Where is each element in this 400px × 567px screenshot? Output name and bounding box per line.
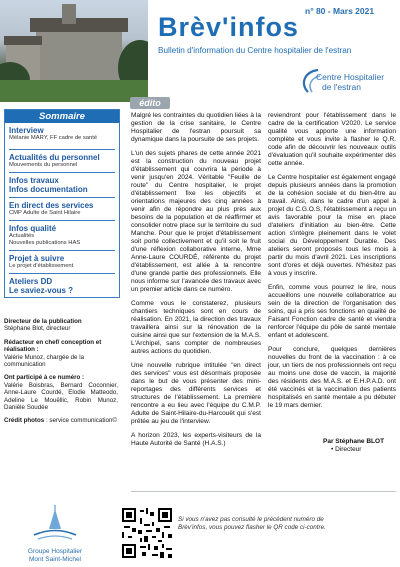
toc-title: Infos travaux [9, 176, 59, 185]
edito-paragraph: Malgré les contraintes du quotidien liées à la gestion de la crise sanitaire, le Centre Hospitalier de l'estran poursuit sa dynamique dans la poursuite de ses projets. [131, 112, 261, 143]
toc-title: Projet à suivre [9, 254, 65, 263]
signature [323, 438, 384, 454]
credits-block [4, 318, 118, 431]
edito-paragraph: A horizon 2023, les experts-visiteurs de la Haute Autorité de Santé (H.A.S.) [131, 432, 261, 447]
group-logo-line1: Groupe Hospitalier [27, 548, 83, 555]
director-label: Directeur de la publication [4, 318, 82, 325]
group-logo-icon [20, 505, 90, 543]
signature-role: • Directeur [331, 446, 362, 453]
toc-title: Infos qualité [9, 224, 57, 233]
toc-item: CMP Adulte de Saint Hilaire [9, 210, 81, 216]
header-hospital-photo [0, 0, 148, 102]
qr-code-icon[interactable] [122, 508, 172, 558]
photo-credit-label: Crédit photos [4, 417, 45, 425]
group-logo-line2: Mont Saint-Michel [28, 556, 82, 563]
hospital-logo-text [316, 72, 384, 92]
newsletter-title: Brèv'infos [158, 12, 299, 42]
edito-paragraph: Le Centre hospitalier est également engagé depuis plusieurs années dans la promotion de la cohésion sociale et du bien-être au travail. Ainsi, dans le cadre d'un appel à projet du C.G.O.S, l'établissement a reçu un avis favorable pour la mise en place d'ateliers d'initiation au bien-être. Cette action s'intègre pleinement dans le volet social du Développement Durable. Des ateliers seront proposés tous les mois à partir du mois d'avril 2021. Les inscriptions sont d'ores et déjà ouvertes. N'hésitez pas à vous y inscrire. [268, 174, 396, 277]
issue-number: n° 80 - Mars 2021 [305, 6, 375, 16]
toc-section[interactable] [9, 224, 117, 247]
editor-label: Rédacteur en chef/ conception et réalisation : [4, 338, 102, 354]
toc-item: Actualités [9, 233, 35, 239]
group-logo [20, 505, 90, 565]
toc-title: Infos documentation [9, 185, 88, 194]
hospital-logo-line1: Centre Hospitalier [316, 72, 385, 82]
toc-title: Le saviez-vous ? [9, 286, 74, 295]
toc-section[interactable] [9, 254, 117, 270]
toc-section[interactable] [9, 176, 117, 194]
sommaire-box [4, 109, 120, 298]
divider [131, 491, 396, 492]
toc-item: Mélanie MARY, FF cadre de santé [9, 135, 98, 141]
signature-author: Par Stéphane BLOT [323, 438, 385, 445]
divider [9, 172, 115, 173]
edito-paragraph: Pour conclure, quelques dernières nouvelles du front de la vaccination : à ce jour, un tiers de nos professionnels ont reçu au moins une dose de vaccin, la majorité des résidents des M.A.S. et E.H.P.A.D. ont été vaccinés et la vaccination des patients hospitalisés en santé mentale a pu débuter le 19 mars dernier. [268, 346, 396, 409]
editor-name: Valérie Munoz, chargée de la communication [4, 353, 85, 369]
divider [9, 197, 115, 198]
edito-left-column [131, 112, 261, 454]
toc-title: Ateliers DD [9, 277, 53, 286]
divider [9, 149, 115, 150]
toc-item: Mouvements du personnel [9, 162, 78, 168]
divider [9, 273, 115, 274]
divider [9, 250, 115, 251]
contributors-list: Valérie Boisbras, Bernard Coconnier, Anne-Laure Courdé, Elodie Matteodo, Adeline Le Mouëllic, Robin Munoz, Danièle Soudée [4, 381, 118, 412]
photo-credit: : service communication© [45, 417, 117, 425]
toc-section[interactable] [9, 126, 117, 142]
toc-title: En direct des services [9, 201, 94, 210]
toc-item: Le projet d'établissement [9, 263, 74, 269]
edito-paragraph: reviendront pour l'établissement dans le cadre de la certification V2020. Le service qualité vous apporte une information complète et vous invite à flasher le Q.R. code afin de découvrir les nouveaux outils d'évaluation qu'il souhaite expérimenter dès cette année. [268, 112, 396, 167]
director-name: Stéphane Blot, directeur [4, 325, 71, 333]
toc-title: Actualités du personnel [9, 153, 100, 162]
divider [9, 220, 115, 221]
edito-paragraph: Comme vous le constaterez, plusieurs chantiers techniques sont en cours de réalisation. En 2021, la direction des travaux travaillera ainsi sur la rénovation de la cuisine ainsi que sur l'extension de la M.A.S. L'Archipel, sans compter de nombreuses autres actions du quotidien. [131, 300, 261, 355]
edito-paragraph: L'un des sujets phares de cette année 2021 est la construction du nouveau projet d'établissement qui couvrira la période à venir jusqu'en 2024. Véritable "Feuille de route" du Centre hospitalier, le projet d'établissement fixe les objectifs et orientations majeures des cinq années à venir afin de répondre au plus près aux besoins de la population et de réaffirmer et consolider notre place sur le territoire du sud Manche. Pour que le projet d'établissement soit porté collectivement et qu'il soit le fruit d'une réflexion collaborative interne, Mme Anne-Laure COURDÉ, référente du projet d'établissement, est allée à la rencontre d'une grande partie des professionnels. Elle nous informe sur l'avancée des travaux avec un premier article dans ce numéro. [131, 150, 261, 293]
toc-section[interactable] [9, 201, 117, 217]
hospital-logo-line2: de l'estran [322, 82, 361, 92]
edito-right-column [268, 112, 396, 416]
toc-section[interactable] [9, 277, 117, 295]
toc-title: Interview [9, 126, 44, 135]
qr-caption: Si vous n'avez pas consulté le précédent numéro de Brèv'infos, vous pouvez flasher le QR code ci-contre. [178, 516, 326, 531]
edito-paragraph: Une nouvelle rubrique intitulée "en direct des services" vous est désormais proposée dans le but de vous présenter des mini-reportages des différents services et structures de l'établissement. La première rencontre a eu lieu avec l'équipe du C.M.P. Adulte de Saint-Hilaire-du-Harcouët qui s'est prêtée au jeu de l'interview. [131, 362, 261, 425]
contributors-label: Ont participé à ce numéro : [4, 374, 85, 382]
sommaire-heading: Sommaire [5, 110, 119, 123]
edito-paragraph: Enfin, comme vous pourrez le lire, nous accueillons une nouvelle collaboratrice au sein de la direction de l'organisation des soins, qui a pris ses fonctions en qualité de Faisant Fonction cadre de santé et viendra renforcer l'équipe du pôle de santé mentale enfant et adolescent. [268, 284, 396, 339]
newsletter-subtitle: Bulletin d'information du Centre hospitalier de l'estran [158, 46, 352, 55]
edito-tab: édito [130, 97, 170, 109]
toc-section[interactable] [9, 153, 117, 169]
toc-item: Nouvelles publications HAS [9, 240, 81, 246]
signature-role-text: Directeur [335, 446, 362, 453]
